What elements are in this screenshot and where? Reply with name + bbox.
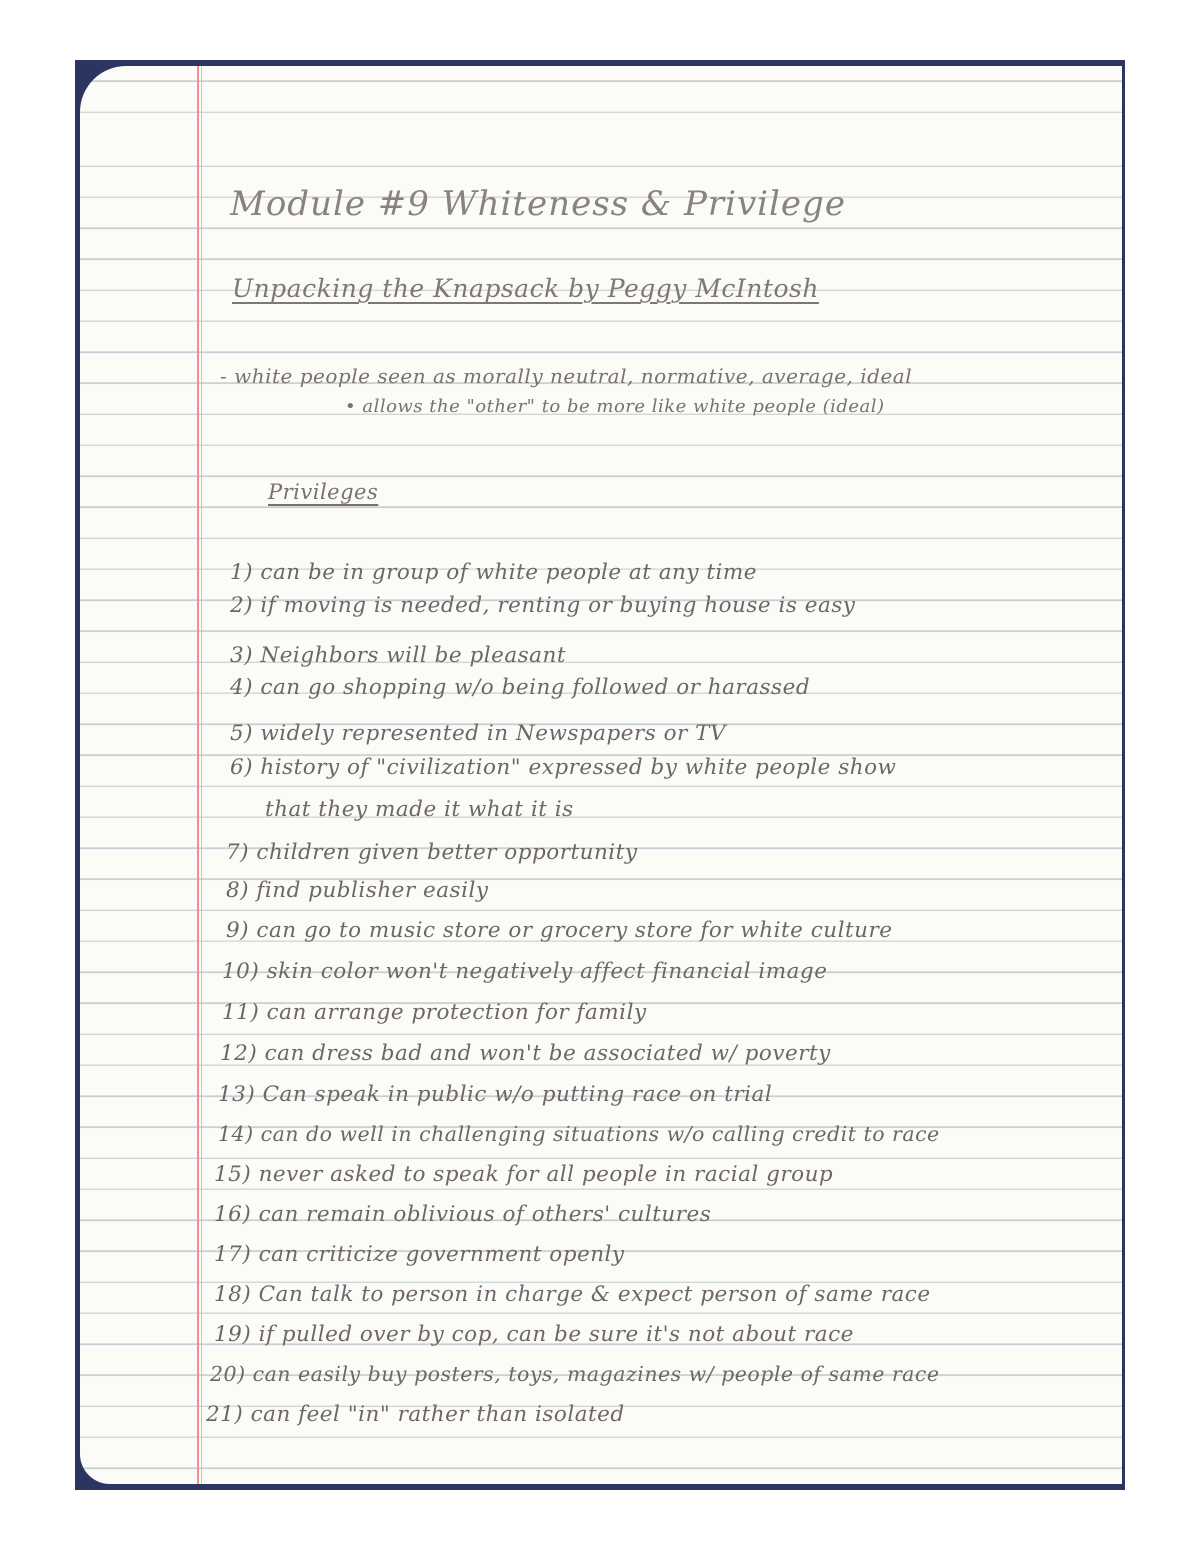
note-line: - white people seen as morally neutral, normative, average, ideal [220,364,913,388]
page-subtitle: Unpacking the Knapsack by Peggy McIntosh [232,274,819,303]
list-item: 6) history of "civilization" expressed by white people show [230,755,897,780]
list-item: 14) can do well in challenging situations w/o calling credit to race [218,1122,940,1146]
list-item: 4) can go shopping w/o being followed or harassed [230,675,811,700]
list-item: 3) Neighbors will be pleasant [230,643,566,668]
list-item: 20) can easily buy posters, toys, magazines w/ people of same race [210,1362,940,1386]
note-bullet: • allows the "other" to be more like white people (ideal) [345,396,885,417]
section-heading: Privileges [268,480,379,504]
list-item: 10) skin color won't negatively affect financial image [222,959,828,984]
list-item: 15) never asked to speak for all people in racial group [214,1162,834,1187]
notebook-page [80,66,1122,1484]
list-item: 11) can arrange protection for family [222,1000,647,1025]
list-item: 18) Can talk to person in charge & expect person of same race [214,1282,931,1307]
list-item: 2) if moving is needed, renting or buying house is easy [230,593,856,618]
list-item: 8) find publisher easily [226,878,489,903]
list-item: that they made it what it is [265,797,574,822]
list-item: 19) if pulled over by cop, can be sure it's not about race [214,1322,854,1347]
privileges-list [80,66,1122,1484]
list-item: 21) can feel "in" rather than isolated [206,1402,625,1427]
list-item: 17) can criticize government openly [214,1242,625,1267]
list-item: 9) can go to music store or grocery store for white culture [226,918,893,943]
page-title: Module #9 Whiteness & Privilege [230,184,846,224]
list-item: 12) can dress bad and won't be associated w/ poverty [220,1041,831,1066]
list-item: 1) can be in group of white people at any time [230,560,758,585]
list-item: 13) Can speak in public w/o putting race on trial [218,1082,773,1107]
list-item: 7) children given better opportunity [226,840,638,865]
list-item: 5) widely represented in Newspapers or TV [230,721,727,746]
list-item: 16) can remain oblivious of others' cultures [214,1202,712,1227]
